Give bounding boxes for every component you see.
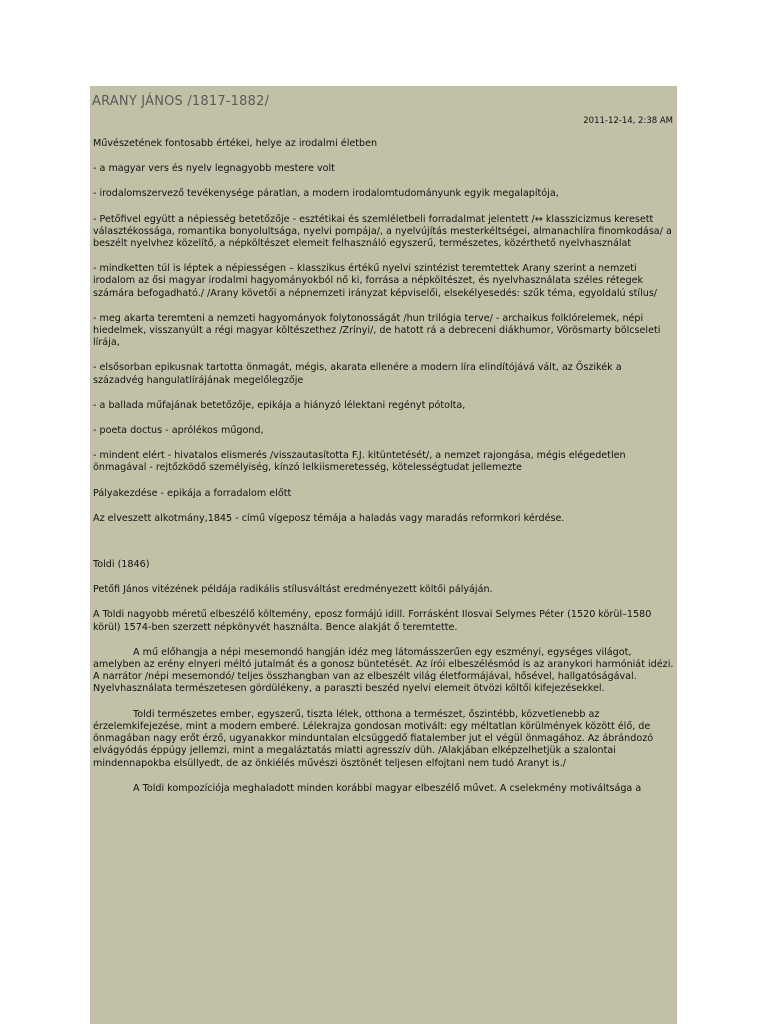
paragraph: - mindketten túl is léptek a népiességen – klasszikus értékű nyelvi szintézist teremtettek Arany szerint a nemzeti irodalom az ősi magyar irodalmi hagyományokból nő ki, forrása a népköltészet, és nyelvhasználata széles rétegek számára befogadható./ /Arany követői a népnemzeti irányzat képviselői, elsekélyesedés: szűk téma, egyoldalú stílus/ xyxy=(93,263,658,299)
paragraph: A mű előhangja a népi mesemondó hangján idéz meg látomásszerűen egy eszményi, egységes világot, amelyben az erény elnyeri méltó jutalmát és a gonosz büntetését. Az írói elbeszélésmód is az aranykori harmóniát idézi. A narrátor /népi mesemondó/ teljes összhangban van az elbeszélt világ életformájával, hősével, hallgatóságával. Nyelvhasználata természetesen gördülékeny, a paraszti beszéd nyelvi elemeit ötvözi költői kifejezésekkel. xyxy=(93,646,674,695)
section-heading: Pályakezdése - epikája a forradalom előtt xyxy=(93,487,292,499)
paragraph: - meg akarta teremteni a nemzeti hagyományok folytonosságát /hun trilógia terve/ - archaikus folklórelemek, népi hiedelmek, visszanyúlt a régi magyar költészethez /Zrínyi/, de hatott rá a debreceni diákhumor, Vörösmarty bölcseleti lírája, xyxy=(93,312,661,349)
paragraph: - irodalomszervező tevékenysége páratlan, a modern irodalomtudományunk egyik megalapítója, xyxy=(93,188,559,200)
document-title: ARANY JÁNOS /1817-1882/ xyxy=(92,94,270,109)
paragraph: Az elveszett alkotmány,1845 - című vígeposz témája a haladás vagy maradás reformkori kérdése. xyxy=(93,512,565,524)
paragraph: Toldi természetes ember, egyszerű, tiszta lélek, otthona a természet, őszintébb, közvetlenebb az érzelemkifejezése, mint a modern emberé. Lélekrajza gondosan motivált: egy méltatlan körülmények között élő, de önmagában nagy erőt érző, ugyanakkor minduntalan elcsüggedő fiatalember jut el végül önmagához. Az ábrándozó elvágyódás éppúgy jellemzi, mint a megaláztatás miatti agresszív düh. /Alakjában elképzelhetjük a szalontai mindennapokba elsüllyedt, de az önkiélés művészi ösztönét teljesen elfojtani nem tudó Aranyt is./ xyxy=(93,708,654,769)
paragraph: - mindent elért - hivatalos elismerés /visszautasította F.J. kitüntetését/, a nemzet rajongása, mégis elégedetlen önmagával - rejtőzködő személyiség, kínzó lelkiismeretesség, kötelességtudat jellemezte xyxy=(93,450,626,474)
paragraph: - a magyar vers és nyelv legnagyobb mestere volt xyxy=(93,163,335,175)
paragraph: Művészetének fontosabb értékei, helye az irodalmi életben xyxy=(93,138,378,149)
paragraph: - Petőfivel együtt a népiesség betetőzője - esztétikai és szemléletbeli forradalmat jelentett /↔ klasszicizmus keresett választékossága, romantika bonyolultsága, nyelvi pompája/, a nyelvújítás mesterkéltségei, almanachlíra finomkodása/ a beszélt nyelvhez közelítő, a népköltészet elemeit felhasználó egyszerű, természetes, közérthető nyelvhasználat xyxy=(93,213,672,250)
paragraph: - poeta doctus - aprólékos műgond, xyxy=(93,425,264,437)
paragraph: Petőfi János vitézének példája radikális stílusváltást eredményezett költői pályáján. xyxy=(93,584,493,596)
section-heading: Toldi (1846) xyxy=(93,559,150,571)
paragraph: - a ballada műfajának betetőzője, epikája a hiányzó lélektani regényt pótolta, xyxy=(93,399,466,411)
paragraph: A Toldi nagyobb méretű elbeszélő költemény, eposz formájú idill. Forrásként Ilosvai Selymes Péter (1520 körül–1580 körül) 1574-ben szerzett népkönyvét használta. Bence alakját ő teremtette. xyxy=(93,609,652,633)
document-body xyxy=(93,138,674,808)
post-timestamp: 2011-12-14, 2:38 AM xyxy=(583,116,673,126)
document-page xyxy=(90,86,677,1024)
paragraph: - elsősorban epikusnak tartotta önmagát, mégis, akarata ellenére a modern líra elindítójává vált, az Őszikék a századvég hangulatlírájának megelőlegzője xyxy=(93,362,622,386)
paragraph: A Toldi kompozíciója meghaladott minden korábbi magyar elbeszélő művet. A cselekmény motiváltsága a xyxy=(133,782,642,794)
